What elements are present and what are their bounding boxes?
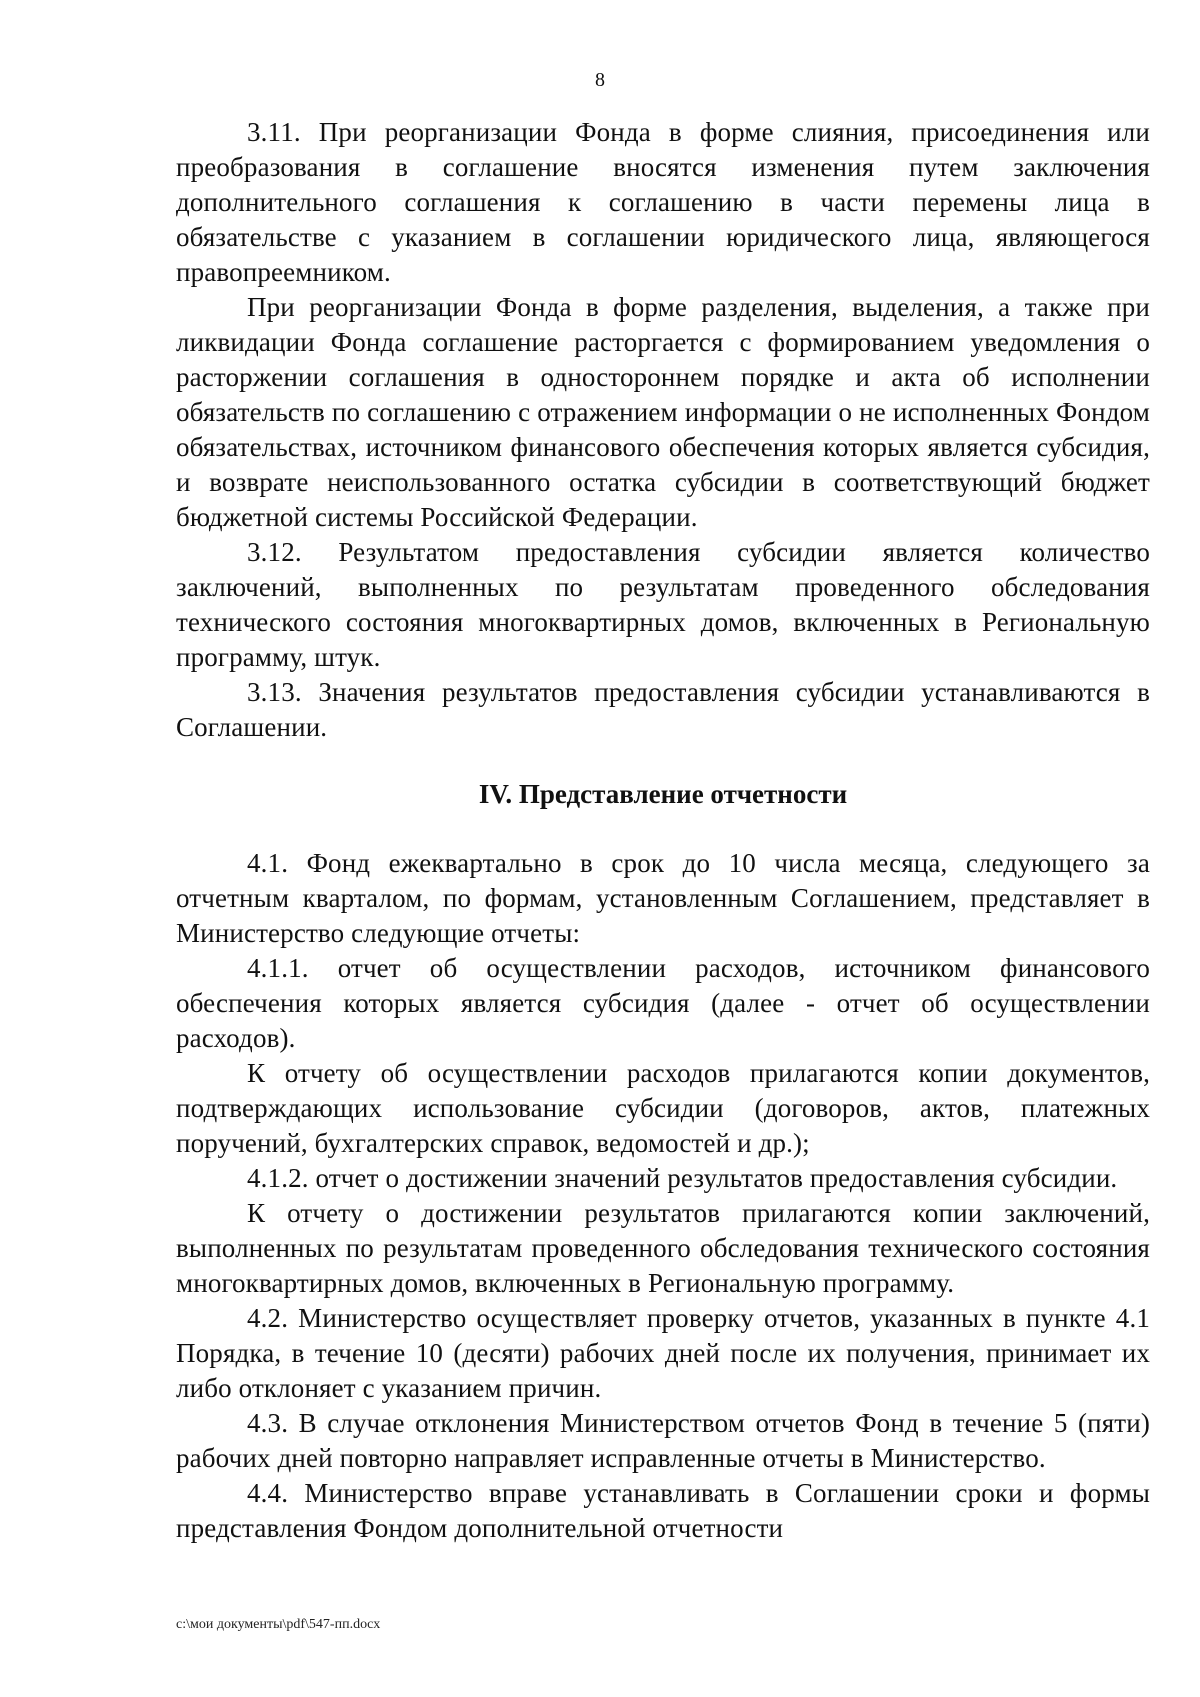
paragraph-3-13: 3.13. Значения результатов предоставления субсидии устанавливаются в Соглашении. [176,677,1150,742]
paragraph-3-11: 3.11. При реорганизации Фонда в форме слияния, присоединения или преобразования в соглашение вносятся изменения путем заключения дополнительного соглашения к соглашению в части перемены лица в обязательстве с указанием в соглашении юридического лица, являющегося правопреемником. [176,117,1150,287]
paragraph-4-1: 4.1. Фонд ежеквартально в срок до 10 числа месяца, следующего за отчетным кварталом, по формам, установленным Соглашением, представляет в Министерство следующие отчеты: [176,848,1150,948]
footer-file-path: c:\мои документы\pdf\547-пп.docx [176,1617,381,1632]
paragraph-4-3: 4.3. В случае отклонения Министерством отчетов Фонд в течение 5 (пяти) рабочих дней повторно направляет исправленные отчеты в Министерство. [176,1408,1150,1473]
document-body [176,115,1150,1546]
paragraph-3-12: 3.12. Результатом предоставления субсидии является количество заключений, выполненных по результатам проведенного обследования технического состояния многоквартирных домов, включенных в Региональную программу, штук. [176,537,1150,672]
section-heading: IV. Представление отчетности [478,779,848,809]
paragraph-4-2: 4.2. Министерство осуществляет проверку отчетов, указанных в пункте 4.1 Порядка, в течение 10 (десяти) рабочих дней после их получения, принимает их либо отклоняет с указанием причин. [176,1303,1150,1403]
paragraph-expense-report-attachments: К отчету об осуществлении расходов прилагаются копии документов, подтверждающих использование субсидии (договоров, актов, платежных поручений, бухгалтерских справок, ведомостей и др.); [176,1058,1150,1158]
page-number: 8 [595,69,605,91]
paragraph-results-report-attachments: К отчету о достижении результатов прилагаются копии заключений, выполненных по результатам проведенного обследования технического состояния многоквартирных домов, включенных в Региональную программу. [176,1198,1150,1298]
paragraph-reorganization: При реорганизации Фонда в форме разделения, выделения, а также при ликвидации Фонда соглашение расторгается с формированием уведомления о расторжении соглашения в одностороннем порядке и акта об исполнении обязательств по соглашению с отражением информации о не исполненных Фондом обязательствах, источником финансового обеспечения которых является субсидия, и возврате неиспользованного остатка субсидии в соответствующий бюджет бюджетной системы Российской Федерации. [176,292,1150,532]
paragraph-4-1-1: 4.1.1. отчет об осуществлении расходов, источником финансового обеспечения которых является субсидия (далее - отчет об осуществлении расходов). [176,953,1150,1053]
paragraph-4-4: 4.4. Министерство вправе устанавливать в Соглашении сроки и формы представления Фондом дополнительной отчетности [176,1478,1150,1543]
paragraph-4-1-2: 4.1.2. отчет о достижении значений результатов предоставления субсидии. [247,1163,1118,1193]
